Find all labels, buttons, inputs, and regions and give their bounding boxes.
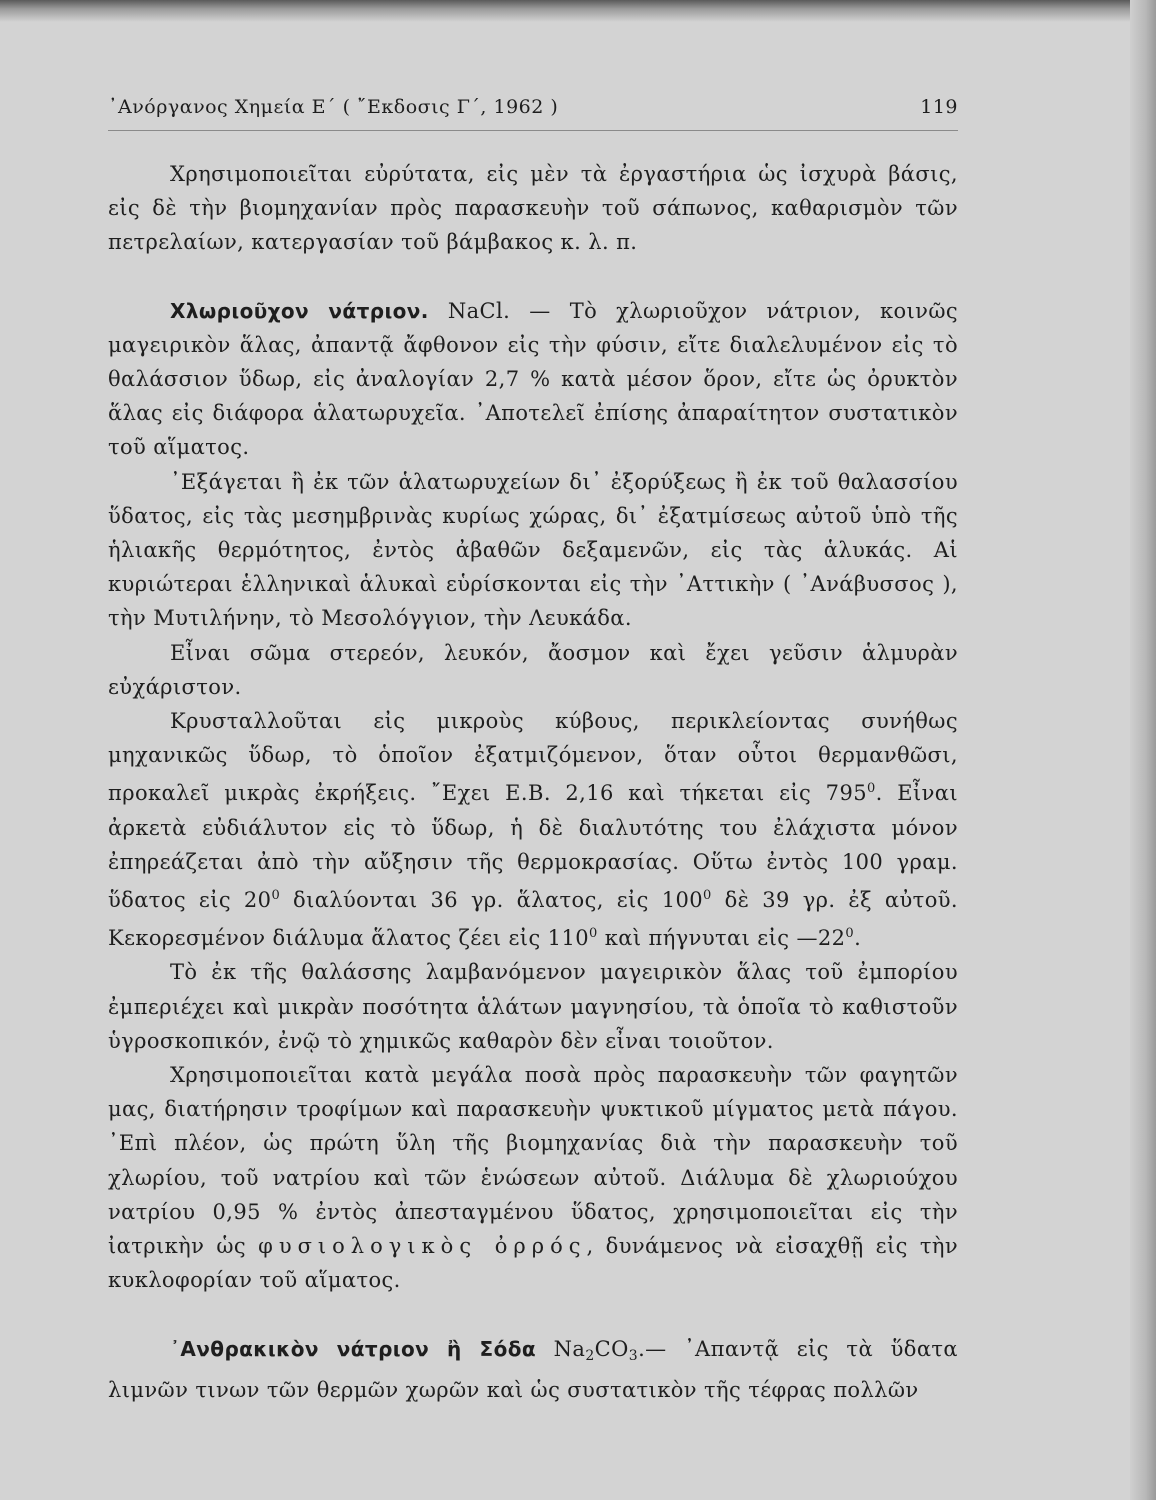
paragraph-soda-intro: [108, 1332, 958, 1407]
paragraph-uses-naoh: Χρησιμοποιεῖται εὐρύτατα, εἰς μὲν τὰ ἐργαστήρια ὡς ἰσχυρὰ βάσις, εἰς δὲ τὴν βιομηχανίαν πρὸς παρασκευὴν τοῦ σάπωνος, καθαρισμὸν τῶν πετρελαίων, κατεργασίαν τοῦ βάμβακος κ. λ. π.: [108, 162, 958, 255]
running-header-title: ᾿Ανόργανος Χημεία Ε΄ ( ῎Εκδοσις Γ΄, 1962 ): [108, 96, 559, 118]
section-heading-nacl: Χλωριοῦχον νάτριον.: [170, 298, 429, 323]
scan-right-edge: [1130, 0, 1156, 1500]
scan-top-edge: [0, 0, 1156, 22]
body-text: [108, 157, 958, 1407]
page-number: 119: [920, 96, 958, 118]
formula-nacl: NaCl.: [447, 298, 511, 323]
paragraph-extraction: ᾿Εξάγεται ἢ ἐκ τῶν ἁλατωρυχείων δι᾿ ἐξορύξεως ἢ ἐκ τοῦ θαλασσίου ὕδατος, εἰς τὰς μεσημβρινὰς κυρίως χώρας, δι᾿ ἐξατμίσεως αὐτοῦ ὑπὸ τῆς ἡλιακῆς θερμότητος, ἐντὸς ἀβαθῶν δεξαμενῶν, εἰς τὰς ἁλυκάς. Αἱ κυριώτεραι ἑλληνικαὶ ἁλυκαὶ εὑρίσκονται εἰς τὴν ᾿Αττικὴν ( ᾿Ανάβυσσος ), τὴν Μυτιλήνην, τὸ Μεσολόγγιον, τὴν Λευκάδα.: [108, 469, 958, 631]
nacl-intro-text: — Τὸ χλωριοῦχον νάτριον, κοινῶς μαγειρικὸν ἅλας, ἀπαντᾷ ἄφθονον εἰς τὴν φύσιν, εἴτε διαλελυμένον εἰς τὸ θαλάσσιον ὕδωρ, εἰς ἀναλογίαν 2,7 % κατὰ μέσον ὅρον, εἴτε ὡς ὀρυκτὸν ἅλας εἰς διάφορα ἁλατωρυχεῖα. ᾿Αποτελεῖ ἐπίσης ἀπαραίτητον συστατικὸν τοῦ αἵματος.: [108, 298, 959, 460]
soda-intro-text: .— ᾿Απαντᾷ εἰς τὰ ὕδατα λιμνῶν τινων τῶν θερμῶν χωρῶν καὶ ὡς συστατικὸν τῆς τέφρας πολλῶν: [108, 1336, 959, 1402]
paragraph-commercial-salt: Τὸ ἐκ τῆς θαλάσσης λαμβανόμενον μαγειρικὸν ἅλας τοῦ ἐμπορίου ἐμπεριέχει καὶ μικρὰν ποσότητα ἁλάτων μαγνησίου, τὰ ὁποῖα τὸ καθιστοῦν ὑγροσκοπικόν, ἐνῷ τὸ χημικῶς καθαρὸν δὲν εἶναι τοιοῦτον.: [108, 960, 958, 1053]
paragraph-nacl-uses: Χρησιμοποιεῖται κατὰ μεγάλα ποσὰ πρὸς παρασκευὴν τῶν φαγητῶν μας, διατήρησιν τροφίμων καὶ παρασκευὴν ψυκτικοῦ μίγματος μετὰ πάγου. ᾿Επὶ πλέον, ὡς πρώτη ὕλη τῆς βιομηχανίας διὰ τὴν παρασκευὴν τοῦ χλωρίου, τοῦ νατρίου καὶ τῶν ἑνώσεων αὐτοῦ. Διάλυμα δὲ χλωριούχου νατρίου 0,95 % ἐντὸς ἀπεσταγμένου ὕδατος, χρησιμοποιεῖται εἰς τὴν ἰατρικὴν ὡς φυσιολογικὸς ὀρρός, δυνάμενος νὰ εἰσαχθῇ εἰς τὴν κυκλοφορίαν τοῦ αἵματος.: [108, 1063, 958, 1293]
book-page: [108, 96, 958, 1407]
paragraph-crystallization: Κρυσταλλοῦται εἰς μικροὺς κύβους, περικλείοντας συνήθως μηχανικῶς ὕδωρ, τὸ ὁποῖον ἐξατμιζόμενον, ὅταν οὗτοι θερμανθῶσι, προκαλεῖ μικρὰς ἐκρήξεις. ῎Εχει Ε.Β. 2,16 καὶ τήκεται εἰς $795^0$. Εἶναι ἀρκετὰ εὐδιάλυτον εἰς τὸ ὕδωρ, ἡ δὲ διαλυτότης του ἐλάχιστα μόνον ἐπηρεάζεται ἀπὸ τὴν αὔξησιν τῆς θερμοκρασίας. Οὕτω ἐντὸς 100 γραμ. ὕδατος εἰς $20^0$ διαλύονται 36 γρ. ἅλατος, εἰς $100^0$ δὲ 39 γρ. ἐξ αὐτοῦ. Κεκορεσμένον διάλυμα ἅλατος ζέει εἰς $110^0$ καὶ πήγνυται εἰς $—22^0$.: [108, 709, 958, 951]
section-heading-soda: ᾿Ανθρακικὸν νάτριον ἢ Σόδα: [170, 1336, 537, 1361]
paragraph-properties: Εἶναι σῶμα στερεόν, λευκόν, ἄοσμον καὶ ἔχει γεῦσιν ἁλμυρὰν εὐχάριστον.: [108, 640, 958, 699]
emphasis-physiological-saline: φυσιολογικὸς ὀρρός: [258, 1234, 587, 1259]
running-header: [108, 96, 958, 131]
paragraph-nacl-intro: [108, 294, 958, 465]
formula-na2co3: $Na_2CO_3$: [553, 1336, 639, 1364]
